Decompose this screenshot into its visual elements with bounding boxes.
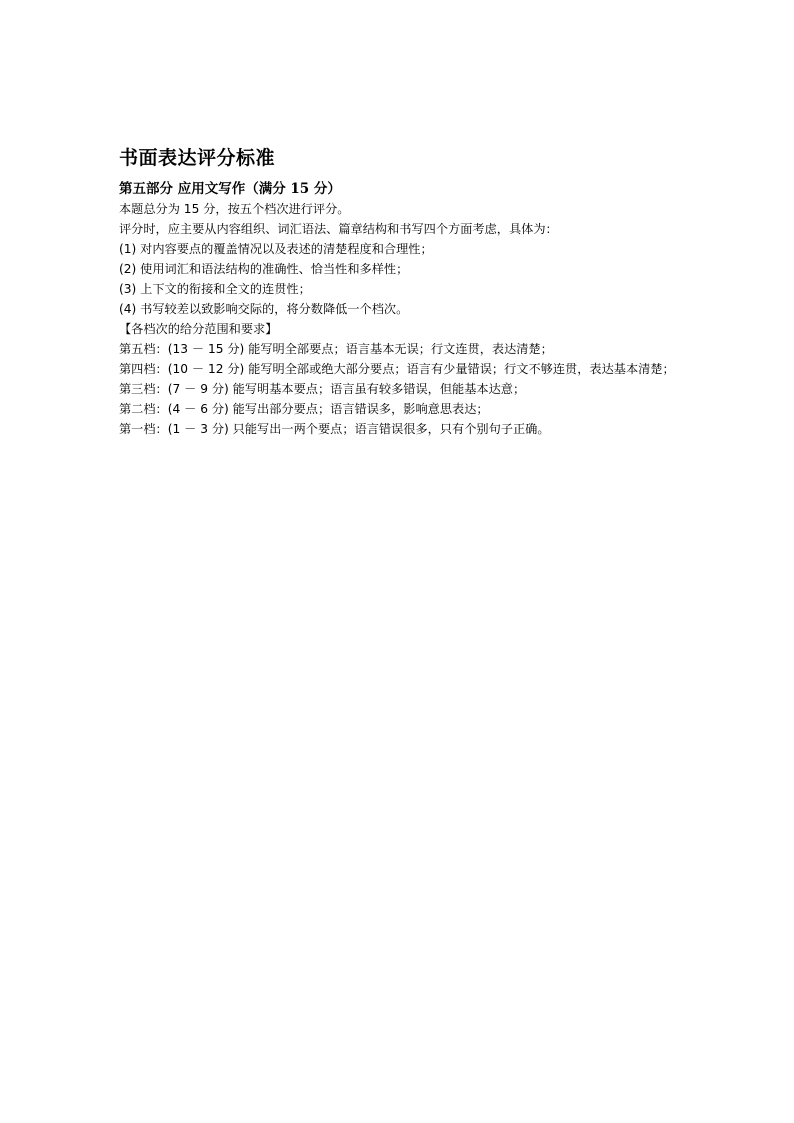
intro-item-1: (1) 对内容要点的覆盖情况以及表述的清楚程度和合理性； — [119, 242, 433, 256]
document-body — [119, 145, 679, 439]
intro-total-score: 本题总分为 15 分，按五个档次进行评分。 — [119, 202, 350, 216]
intro-scoring-aspects: 评分时，应主要从内容组织、词汇语法、篇章结构和书写四个方面考虑，具体为： — [119, 222, 558, 236]
band-5: 第五档：(13 － 15 分) 能写明全部要点；语言基本无误；行文连贯，表达清楚； — [119, 342, 553, 356]
criteria-heading: 【各档次的给分范围和要求】 — [119, 322, 278, 336]
band-2: 第二档：(4 － 6 分) 能写出部分要点；语言错误多，影响意思表达； — [119, 402, 489, 416]
section-heading: 第五部分 应用文写作（满分 15 分） — [119, 181, 341, 197]
band-3: 第三档：(7 － 9 分) 能写明基本要点；语言虽有较多错误，但能基本达意； — [119, 382, 526, 396]
band-4: 第四档：(10 － 12 分) 能写明全部或绝大部分要点；语言有少量错误；行文不够连贯，表达基本清楚； — [119, 362, 675, 376]
document-title: 书面表达评分标准 — [119, 147, 276, 169]
band-1: 第一档：(1 － 3 分) 只能写出一两个要点；语言错误很多，只有个别句子正确。 — [119, 422, 550, 436]
intro-item-4: (4) 书写较差以致影响交际的，将分数降低一个档次。 — [119, 302, 409, 316]
intro-item-2: (2) 使用词汇和语法结构的准确性、恰当性和多样性； — [119, 262, 409, 276]
intro-item-3: (3) 上下文的衔接和全文的连贯性； — [119, 282, 311, 296]
